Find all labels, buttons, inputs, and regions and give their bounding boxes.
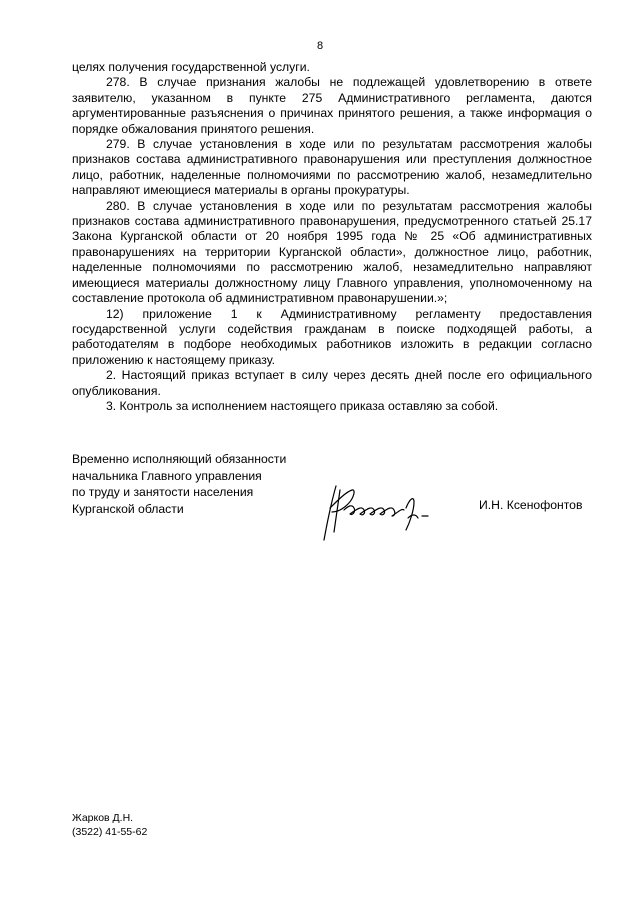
executor-phone: (3522) 41-55-62 <box>72 825 148 838</box>
handwritten-signature <box>318 478 443 548</box>
page-number: 8 <box>316 40 324 52</box>
paragraph-item-2: 2. Настоящий приказ вступает в силу через десять дней после его официального опубликования. <box>72 368 592 398</box>
paragraph-continuation: целях получения государственной услуги. <box>72 60 310 74</box>
executor-name: Жарков Д.Н. <box>72 812 134 824</box>
signer-name: И.Н. Ксенофонтов <box>479 498 583 512</box>
signer-position-line: начальника Главного управления <box>72 468 262 483</box>
document-body <box>72 60 592 414</box>
executor-info <box>72 812 147 839</box>
paragraph-278: 278. В случае признания жалобы не подлежащей удовлетворению в ответе заявителю, указанном в пункте 275 Административного регламента, даются аргументированные разъяснения о причинах принятого решения, а также информация о порядке обжалования принятого решения. <box>72 75 592 136</box>
signer-position-line: Курганской области <box>72 501 184 516</box>
paragraph-item-12: 12) приложение 1 к Административному регламенту предоставления государственной услуги содействия гражданам в поиске подходящей работы, а работодателям в подборе необходимых работников изложить в редакции согласно приложению к настоящему приказу. <box>72 306 592 367</box>
paragraph-280: 280. В случае установления в ходе или по результатам рассмотрения жалобы признаков состава административного правонарушения, предусмотренного статьей 25.17 Закона Курганской области от 20 ноября 1995 года № 25 «Об административных правонарушениях на территории Курганской области», должностное лицо, работник, наделенные полномочиями по рассмотрению жалоб, незамедлительно направляют имеющиеся материалы должностному лицу Главного управления, уполномоченному на составление протокола об административном правонарушении.»; <box>72 198 592 306</box>
signer-position-line: по труду и занятости населения <box>72 485 254 499</box>
paragraph-279: 279. В случае установления в ходе или по результатам рассмотрения жалобы признаков состава административного правонарушения или преступления должностное лицо, работник, наделенные полномочиями по рассмотрению жалоб, незамедлительно направляют имеющиеся материалы в органы прокуратуры. <box>72 137 592 198</box>
signer-position-line: Временно исполняющий обязанности <box>72 452 287 466</box>
paragraph-item-3: 3. Контроль за исполнением настоящего приказа оставляю за собой. <box>106 398 499 413</box>
